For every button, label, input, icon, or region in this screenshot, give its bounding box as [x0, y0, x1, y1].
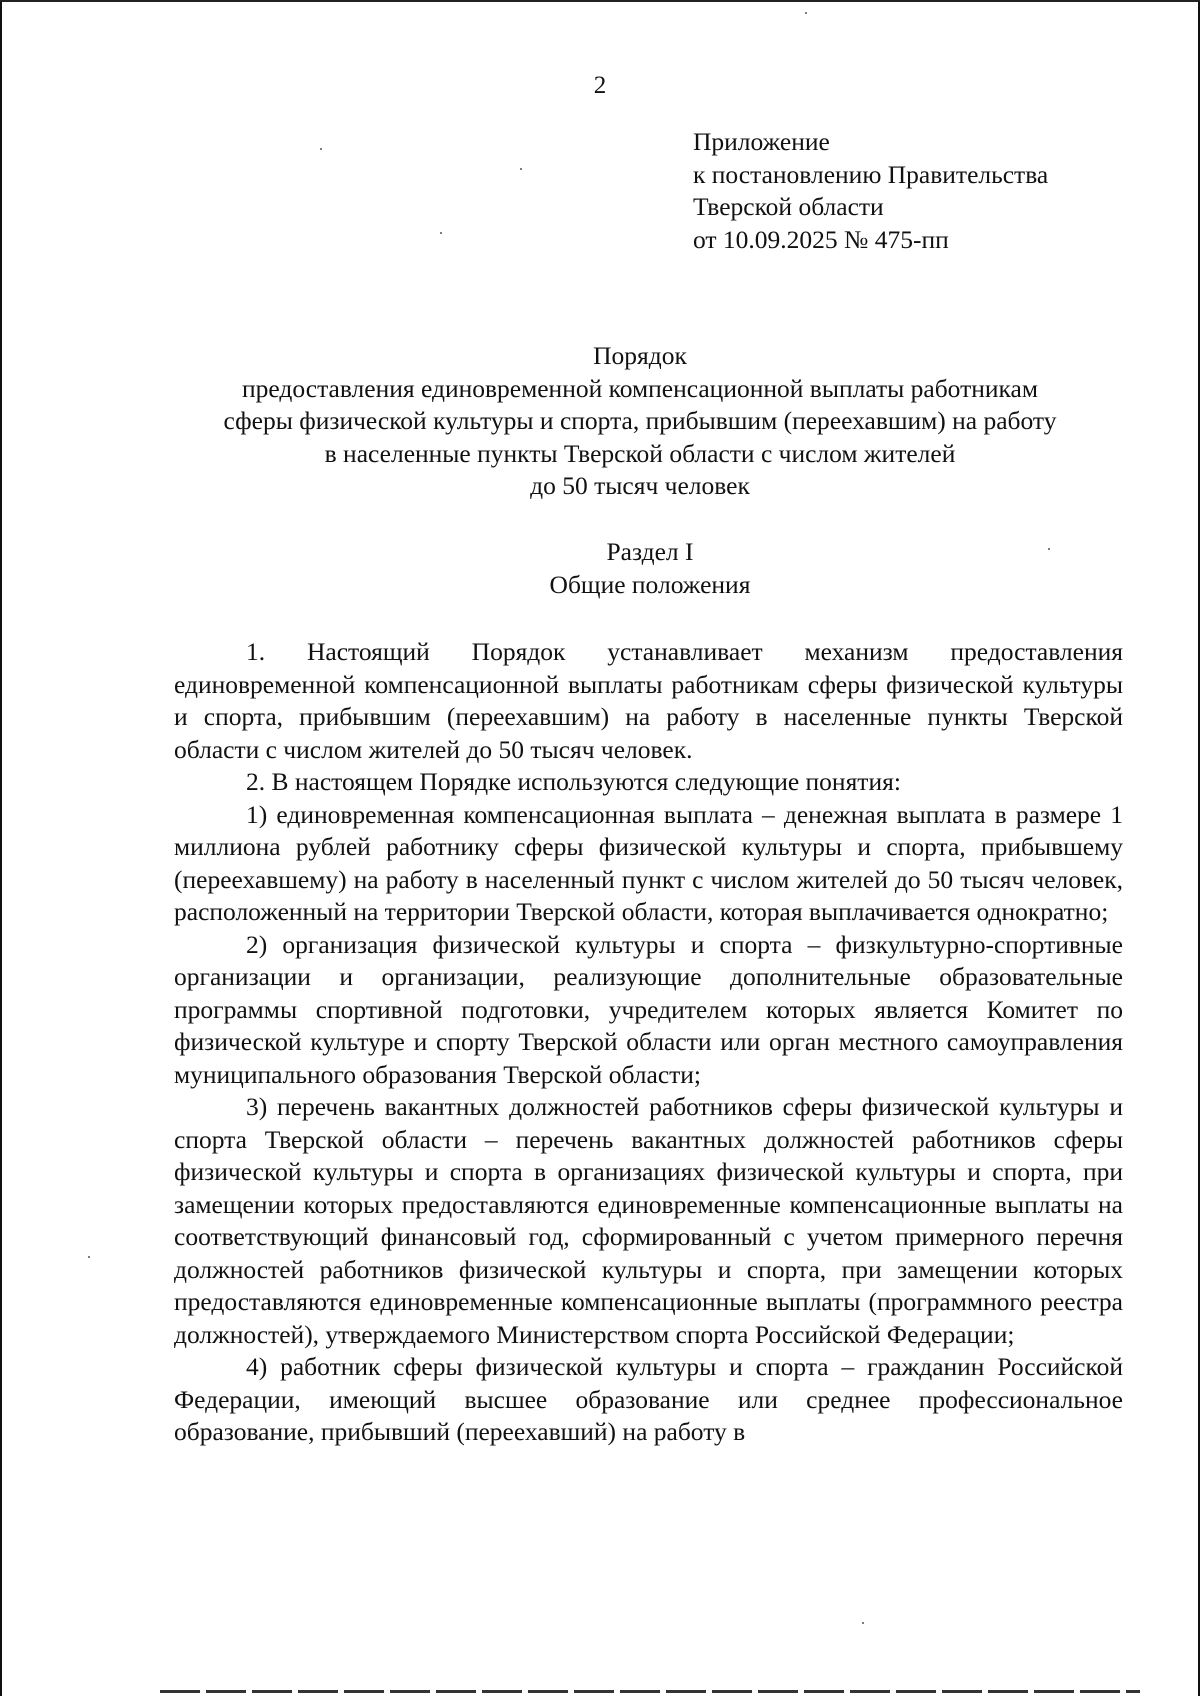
- title-line: до 50 тысяч человек: [530, 471, 750, 500]
- scan-speck: [320, 148, 322, 150]
- page-number: 2: [593, 72, 607, 99]
- document-body: [174, 636, 1123, 1449]
- paragraph: 2) организация физической культуры и спорта – физкультурно-спортивные организации и организации, реализующие дополнительные образовательные программы спортивной подготовки, учредителем которых является Комитет по физической культуре и спорту Тверской области или орган местного самоуправления муниципального образования Тверской области;: [174, 929, 1123, 1089]
- scan-speck: [805, 12, 807, 14]
- title-heading: Порядок: [593, 341, 687, 370]
- document-title: [160, 340, 1120, 503]
- paragraph: 1) единовременная компенсационная выплата – денежная выплата в размере 1 миллиона рублей работнику сферы физической культуры и спорта, прибывшему (переехавшему) на работу в населенный пункт с числом жителей до 50 тысяч человек, расположенный на территории Тверской области, которая выплачивается однократно;: [174, 799, 1123, 926]
- title-line: предоставления единовременной компенсационной выплаты работникам: [242, 373, 1038, 403]
- appendix-line: Приложение: [693, 127, 830, 156]
- appendix-date-number: от 10.09.2025 № 475-пп: [693, 224, 949, 254]
- appendix-line: Тверской области: [693, 192, 884, 221]
- scan-speck: [440, 232, 442, 234]
- scan-edge-top: [0, 0, 1200, 2]
- scan-speck: [520, 168, 522, 170]
- appendix-line: к постановлению Правительства: [693, 159, 1049, 189]
- section-name: Общие положения: [549, 569, 751, 599]
- title-line: в населенные пункты Тверской области с числом жителей: [324, 438, 956, 468]
- appendix-block: [693, 126, 1048, 256]
- section-heading: [160, 536, 1140, 601]
- paragraph: 1. Настоящий Порядок устанавливает механизм предоставления единовременной компенсационной выплаты работникам сферы физической культуры и спорта, прибывшим (переехавшим) на работу в населенные пункты Тверской области с числом жителей до 50 тысяч человек.: [174, 637, 1123, 764]
- title-line: сферы физической культуры и спорта, прибывшим (переехавшим) на работу: [223, 406, 1057, 435]
- scan-speck: [862, 1622, 864, 1624]
- section-number: Раздел I: [606, 537, 694, 566]
- scan-edge-bottom: [160, 1690, 1140, 1693]
- paragraph: 3) перечень вакантных должностей работников сферы физической культуры и спорта Тверской области – перечень вакантных должностей работников сферы физической культуры и спорта в организациях физической культуры и спорта, при замещении которых предоставляются единовременные компенсационные выплаты на соответствующий финансовый год, сформированный с учетом примерного перечня должностей работников физической культуры и спорта, при замещении которых предоставляются единовременные компенсационные выплаты (программного реестра должностей), утверждаемого Министерством спорта Российской Федерации;: [174, 1092, 1123, 1349]
- scan-edge-left: [0, 0, 2, 1696]
- scan-speck: [88, 1256, 90, 1258]
- paragraph: 2. В настоящем Порядке используются следующие понятия:: [246, 767, 901, 796]
- paragraph: 4) работник сферы физической культуры и спорта – гражданин Российской Федерации, имеющий высшее образование или среднее профессиональное образование, прибывший (переехавший) на работу в: [174, 1352, 1123, 1446]
